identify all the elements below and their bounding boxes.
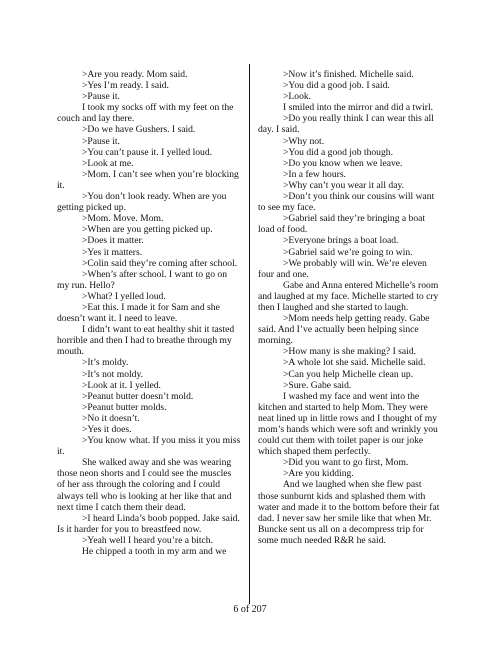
paragraph: I didn’t want to eat healthy shit it tasted horrible and then I had to breathe through my mouth.	[57, 324, 235, 358]
paragraph: I smiled into the mirror and did a twirl.	[283, 102, 434, 114]
right-text-column	[258, 69, 442, 546]
paragraph: >Yes it matters.	[82, 246, 143, 258]
paragraph: I took my socks off with my feet on the couch and lay there.	[57, 102, 234, 125]
paragraph: >Are you ready. Mom said.	[82, 69, 188, 80]
paragraph: Gabe and Anna entered Michelle’s room and laughed at my face. Michelle started to cry then I laughed and she started to laugh.	[258, 279, 439, 313]
paragraph: >Mom needs help getting ready. Gabe said. And I’ve actually been helping since morning.	[258, 313, 430, 347]
paragraph: >It’s moldy.	[82, 357, 129, 369]
paragraph: >What? I yelled loud.	[82, 290, 166, 302]
paragraph: >Everyone brings a boat load.	[283, 235, 399, 247]
paragraph: >When are you getting picked up.	[82, 224, 213, 236]
paragraph: >A whole lot she said. Michelle said.	[283, 357, 426, 369]
paragraph: >Do we have Gushers. I said.	[82, 124, 196, 136]
paragraph: >Yes I’m ready. I said.	[82, 80, 169, 92]
paragraph: >Gabriel said we’re going to win.	[283, 246, 413, 258]
paragraph: >Colin said they’re coming after school.	[82, 257, 238, 269]
paragraph: >Do you know when we leave.	[283, 157, 403, 169]
paragraph: >In a few hours.	[283, 168, 346, 180]
paragraph: >Look at it. I yelled.	[82, 379, 161, 391]
paragraph: >Eat this. I made it for Sam and she doesn’t want it. I need to leave.	[57, 301, 220, 325]
paragraph: >You did a good job though.	[283, 146, 393, 158]
paragraph: >Look.	[283, 91, 312, 103]
paragraph: >Can you help Michelle clean up.	[283, 368, 414, 380]
paragraph: He chipped a tooth in my arm and we	[82, 546, 227, 558]
paragraph: >Why not.	[283, 135, 325, 147]
paragraph: And we laughed when she flew past those sunburnt kids and splashed them with water and made it to the bottom before their fat dad. I never saw her smile like that when Mr. Buncke sent us all on a decompress trip for some much needed R&R he said.	[258, 479, 440, 546]
paragraph: >You can’t pause it. I yelled loud.	[82, 146, 213, 158]
paragraph: >Pause it.	[82, 135, 120, 147]
paragraph: >You know what. If you miss it you miss it.	[57, 435, 241, 458]
column-divider	[249, 64, 250, 604]
paragraph: She walked away and she was wearing those neon shorts and I could see the muscles of her ass through the coloring and I could always tell who is looking at her like that and next time I catch them their dead.	[57, 457, 232, 513]
paragraph: >Peanut butter doesn’t mold.	[82, 390, 194, 402]
paragraph: >You did a good job. I said.	[283, 80, 390, 92]
page-number: 6 of 207	[233, 604, 267, 615]
paragraph: >Why can’t you wear it all day.	[283, 179, 405, 191]
paragraph: >Gabriel said they’re bringing a boat load of food.	[258, 213, 426, 236]
paragraph: >Peanut butter molds.	[82, 401, 167, 413]
paragraph: >Yeah well I heard you’re a bitch.	[82, 534, 213, 546]
paragraph: >No it doesn’t.	[82, 412, 140, 424]
paragraph: >Pause it.	[82, 91, 120, 103]
paragraph: >Did you want to go first, Mom.	[283, 457, 409, 469]
paragraph: >Are you kidding.	[283, 468, 354, 480]
paragraph: >You don’t look ready. When are you getting picked up.	[57, 191, 227, 214]
paragraph: >I heard Linda’s boob popped. Jake said. Is it harder for you to breastfeed now.	[57, 512, 240, 535]
paragraph: >We probably will win. We’re eleven four and one.	[258, 257, 427, 280]
paragraph: >Don’t you think our cousins will want to see my face.	[258, 191, 435, 214]
paragraph: >When’s after school. I want to go on my run. Hello?	[57, 268, 228, 291]
paragraph: >Does it matter.	[82, 235, 144, 247]
paragraph: >It’s not moldy.	[82, 368, 144, 380]
left-text-column	[57, 69, 241, 557]
paragraph: >How many is she making? I said.	[283, 346, 417, 358]
paragraph: >Yes it does.	[82, 424, 132, 435]
paragraph: >Now it’s finished. Michelle said.	[283, 69, 414, 80]
paragraph: I washed my face and went into the kitchen and started to help Mom. They were neat lined up in little rows and I thought of my mom’s hands which were soft and wrinkly you could cut them with toilet paper is our joke which shaped them perfectly.	[258, 390, 438, 458]
paragraph: >Mom. Move. Mom.	[82, 213, 164, 225]
paragraph: >Do you really think I can wear this all day. I said.	[258, 113, 434, 136]
paragraph: >Look at me.	[82, 157, 134, 169]
paragraph: >Sure. Gabe said.	[283, 379, 352, 391]
paragraph: >Mom. I can’t see when you’re blocking it.	[57, 168, 239, 191]
